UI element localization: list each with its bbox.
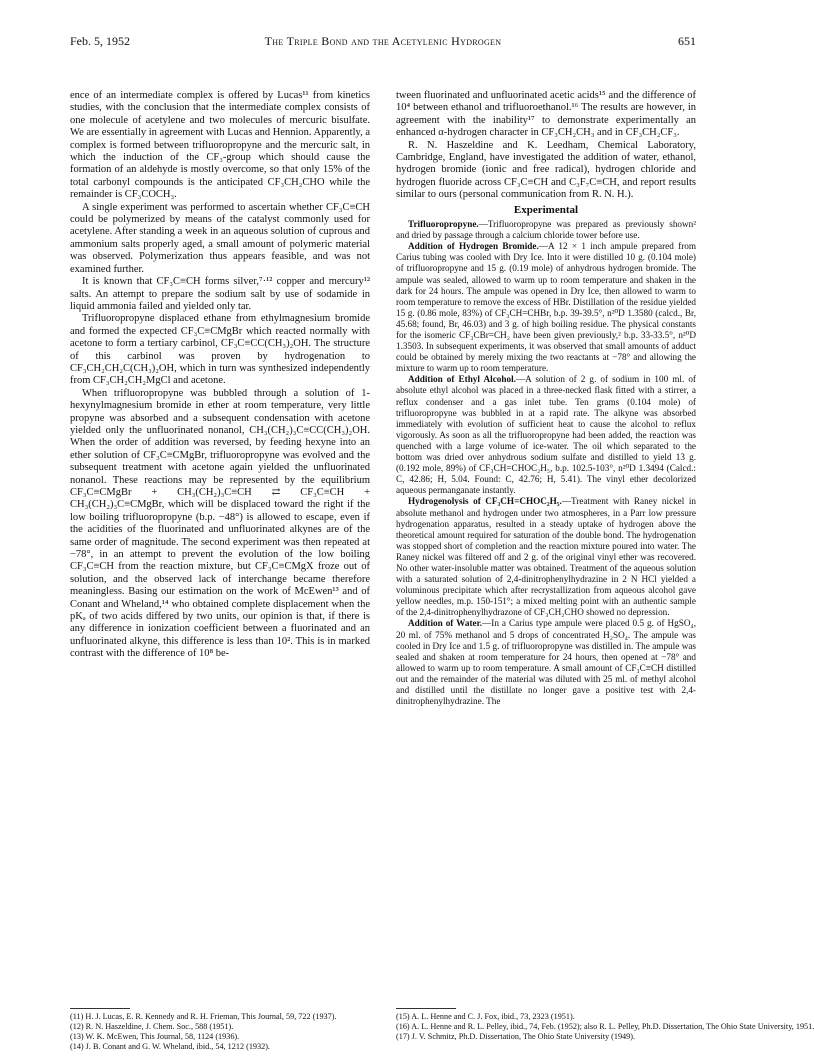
footnote: (15) A. L. Henne and C. J. Fox, ibid., 73, 2323 (1951).: [396, 1012, 575, 1021]
experimental-paragraph: [396, 618, 696, 707]
paragraph-lead: Addition of Ethyl Alcohol.: [408, 374, 516, 385]
footnote: (13) W. K. McEwen, This Journal, 58, 1124 (1936).: [70, 1032, 240, 1041]
issue-date: Feb. 5, 1952: [70, 34, 130, 48]
paragraph-text: —Trifluoropropyne was prepared as previously shown² and dried by passage through a calcium chloride tower before use.: [396, 219, 696, 241]
footnote-divider: [396, 1008, 456, 1009]
left-footnotes: [70, 1012, 370, 1052]
body-paragraph: ence of an intermediate complex is offered by Lucas¹¹ from kinetics studies, with the conclusion that the intermediate complex consists of one molecule of acetylene and two molecules of mercuric bisulfate. We are essentially in agreement with Lucas and Hennion. Apparently, a complex is formed between trifluoropropyne and the mercuric salt, in which the induction of the CF₃-group which should cause the formation of an aldehyde is mostly overcome, so that only 15% of the total carbonyl compounds is the anticipated CF₃CH₂CHO while the remainder is CF₃COCH₃.: [70, 90, 370, 201]
footnote: (12) R. N. Haszeldine, J. Chem. Soc., 588 (1951).: [70, 1022, 234, 1031]
right-column: [396, 90, 696, 707]
left-column: [70, 90, 370, 661]
experimental-section: [396, 219, 696, 707]
paragraph-lead: Addition of Hydrogen Bromide.: [408, 241, 539, 252]
experimental-paragraph: [396, 374, 696, 496]
body-paragraph: It is known that CF₃C≡CH forms silver,⁷·¹² copper and mercury¹² salts. An attempt to prepare the sodium salt by use of sodamide in liquid ammonia failed and yielded only tar.: [70, 276, 370, 312]
body-paragraph: When trifluoropropyne was bubbled through a solution of 1-hexynylmagnesium bromide in ether at room temperature, very little propyne was absorbed and a subsequent condensation with acetone yielded only the unfluorinated nonanol, CH₃(CH₂)₃C≡CC(CH₃)₂OH. When the order of addition was reversed, by feeding hexyne into an ether solution of CF₃C≡CMgBr, trifluoropropyne was evolved and the subsequent treatment with acetone again yielded the unfluorinated nonanol. These reactions may be represented by the equilibrium CF₃C≡CMgBr + CH₃(CH₂)₃C≡CH ⇄ CF₃C≡CH + CH₃(CH₂)₃C≡CMgBr, which will be displaced toward the right if the low boiling trifluoropropyne (b.p. −48°) is allowed to escape, even if the acidities of the fluorinated and unfluorinated alkynes are of the same order of magnitude. The second experiment was then repeated at −78°, in an attempt to prevent the evolution of the low boiling CF₃C≡CH from the reaction mixture, but CF₃C≡CMgX froze out of solution, and the observed lack of interchange became therefore meaningless. Basing our estimation on the work of McEwen¹³ and of Conant and Wheland,¹⁴ who obtained complete displacement when the pKₐ of two acids differed by two units, our opinion is that, if there is any difference in ionization coefficient between a fluorinated and an unfluorinated alkyne, this difference is less than 10². This is in marked contrast with the difference of 10⁸ be-: [70, 387, 370, 660]
body-paragraph: R. N. Haszeldine and K. Leedham, Chemical Laboratory, Cambridge, England, have investigated the addition of water, ethanol, hydrogen bromide (ionic and free radical), hydrogen chloride and hydrogen fluoride across CF₃C≡CH and C₃F₇C≡CH, and report results similar to ours (personal communication from R. N. H.).: [396, 139, 696, 201]
paragraph-text: —A 12 × 1 inch ampule prepared from Carius tubing was cooled with Dry Ice. Into it were distilled 10 g. (0.104 mole) of trifluoropropyne and 15 g. (0.19 mole) of anhydrous hydrogen bromide. The ampule was sealed, allowed to warm up to room temperature and shaken in the dark for 24 hours. The ampule was opened in Dry Ice, then allowed to warm to room temperature to remove the excess of HBr. Distillation of the residue yielded 15 g. (0.86 mole, 83%) of CF₃CH=CHBr, b.p. 39-39.5°, n²⁰D 1.3580 (calcd., Br, 45.68; found, Br, 46.03) and 3 g. of high boiling residue. The physical constants for the isomeric CF₃CBr=CH₂ have been given previously,² b.p. 33-33.5°, n²⁰D 1.3503. In subsequent experiments, it was observed that small amounts of adduct could be obtained by merely mixing the two reactants at −78° and allowing the mixture to warm up to room temperature.: [396, 241, 696, 374]
experimental-paragraph: [396, 496, 696, 618]
right-footnotes: [396, 1012, 814, 1042]
footnote-divider: [70, 1008, 130, 1009]
paragraph-text: —A solution of 2 g. of sodium in 100 ml. of absolute ethyl alcohol was placed in a three-necked flask fitted with a stirrer, a reflux condenser and a gas inlet tube. Ten grams (0.104 mole) of trifluoropropyne was bubbled in at a rapid rate. The alkyne was absorbed immediately with evolution of sufficient heat to cause the alcohol to reflux vigorously. As soon as all the trifluoropropyne had been added, the reaction was quenched with a large volume of ice-water. The oil which separated to the bottom was dried over anhydrous sodium sulfate and distilled to yield 13 g. (0.192 mole, 89%) of CF₃CH=CHOC₂H₅, b.p. 102.5-103°, n²⁰D 1.3494 (Calcd.: C, 42.86; H, 5.04. Found: C, 42.76; H, 5.41). The vinyl ether decolorized aqueous permanganate instantly.: [396, 374, 696, 496]
paragraph-lead: Hydrogenolysis of CF₃CH=CHOC₂H₅.: [408, 496, 562, 507]
body-paragraph: tween fluorinated and unfluorinated acetic acids¹⁵ and the difference of 10⁴ between ethanol and trifluoroethanol.¹⁶ The results are however, in agreement with the inability¹⁷ to demonstrate experimentally an enhanced α-hydrogen character in CF₃CH₂CH₃ and in CF₃CH₂CF₃.: [396, 90, 696, 139]
running-header: [70, 34, 696, 50]
footnote: (14) J. B. Conant and G. W. Wheland, ibid., 54, 1212 (1932).: [70, 1042, 270, 1051]
experimental-paragraph: [396, 219, 696, 241]
paragraph-lead: Trifluoropropyne.: [408, 219, 479, 230]
paragraph-text: —In a Carius type ampule were placed 0.5 g. of HgSO₄, 20 ml. of 75% methanol and 5 drops of concentrated H₂SO₄. The ampule was cooled in Dry Ice and 1.5 g. of trifluoropropyne was distilled in. The ampule was sealed and shaken at room temperature for 24 hours, then opened at −78° and allowed to warm up to room temperature. A small amount of CF₃C≡CH distilled out and the remainder of the material was diluted with 25 ml. of methyl alcohol and distilled until the distillate no longer gave a positive test with 2,4-dinitrophenylhydrazine. The: [396, 618, 696, 707]
section-heading-experimental: Experimental: [513, 203, 579, 216]
paragraph-lead: Addition of Water.: [408, 618, 483, 629]
body-paragraph: A single experiment was performed to ascertain whether CF₃C≡CH could be polymerized by means of the catalyst commonly used for acetylene. After standing a week in an aqueous solution of cuprous and ammonium salts properly aged, a small amount of polymeric material was observed. Polymerization thus appears feasible, and was not examined further.: [70, 201, 370, 275]
page-number: 651: [678, 34, 696, 48]
experimental-paragraph: [396, 241, 696, 374]
footnote: (17) J. V. Schmitz, Ph.D. Dissertation, The Ohio State University (1949).: [396, 1032, 636, 1041]
body-paragraph: Trifluoropropyne displaced ethane from ethylmagnesium bromide and formed the expected CF₃C≡CMgBr which reacted normally with acetone to form a tertiary carbinol, CF₃C≡CC(CH₃)₂OH. The structure of this carbinol was proven by hydrogenation to CF₃CH₂CH₂C(CH₃)₂OH, which in turn was synthesized independently from CF₃CH₂CH₂MgCl and acetone.: [70, 313, 370, 387]
footnote: (16) A. L. Henne and R. L. Pelley, ibid., 74, Feb. (1952); also R. L. Pelley, Ph.D. Dissertation, The Ohio State University, 1951.: [396, 1022, 814, 1031]
running-title: The Triple Bond and the Acetylenic Hydrogen: [264, 34, 502, 48]
footnote: (11) H. J. Lucas, E. R. Kennedy and R. H. Frieman, This Journal, 59, 722 (1937).: [70, 1012, 337, 1021]
paragraph-text: —Treatment with Raney nickel in absolute methanol and hydrogen under two atmospheres, in a Parr low pressure hydrogenation apparatus, resulted in a steady uptake of hydrogen above the theoretical amount required for saturation of the double bond. The hydrogenation was stopped short of completion and the reaction mixture poured into water. The Raney nickel was filtered off and 2 g. of the original vinyl ether was recovered. No other water-insoluble matter was obtained. Treatment of the aqueous solution with a saturated solution of 2,4-dinitrophenylhydrazine in 2 N HCl yielded a voluminous precipitate which after recrystallization from aqueous alcohol gave yellow needles, m.p. 150-151°; a mixed melting point with an authentic sample of the 2,4-dinitrophenylhydrazone of CF₃CH₂CHO showed no depression.: [396, 496, 696, 618]
